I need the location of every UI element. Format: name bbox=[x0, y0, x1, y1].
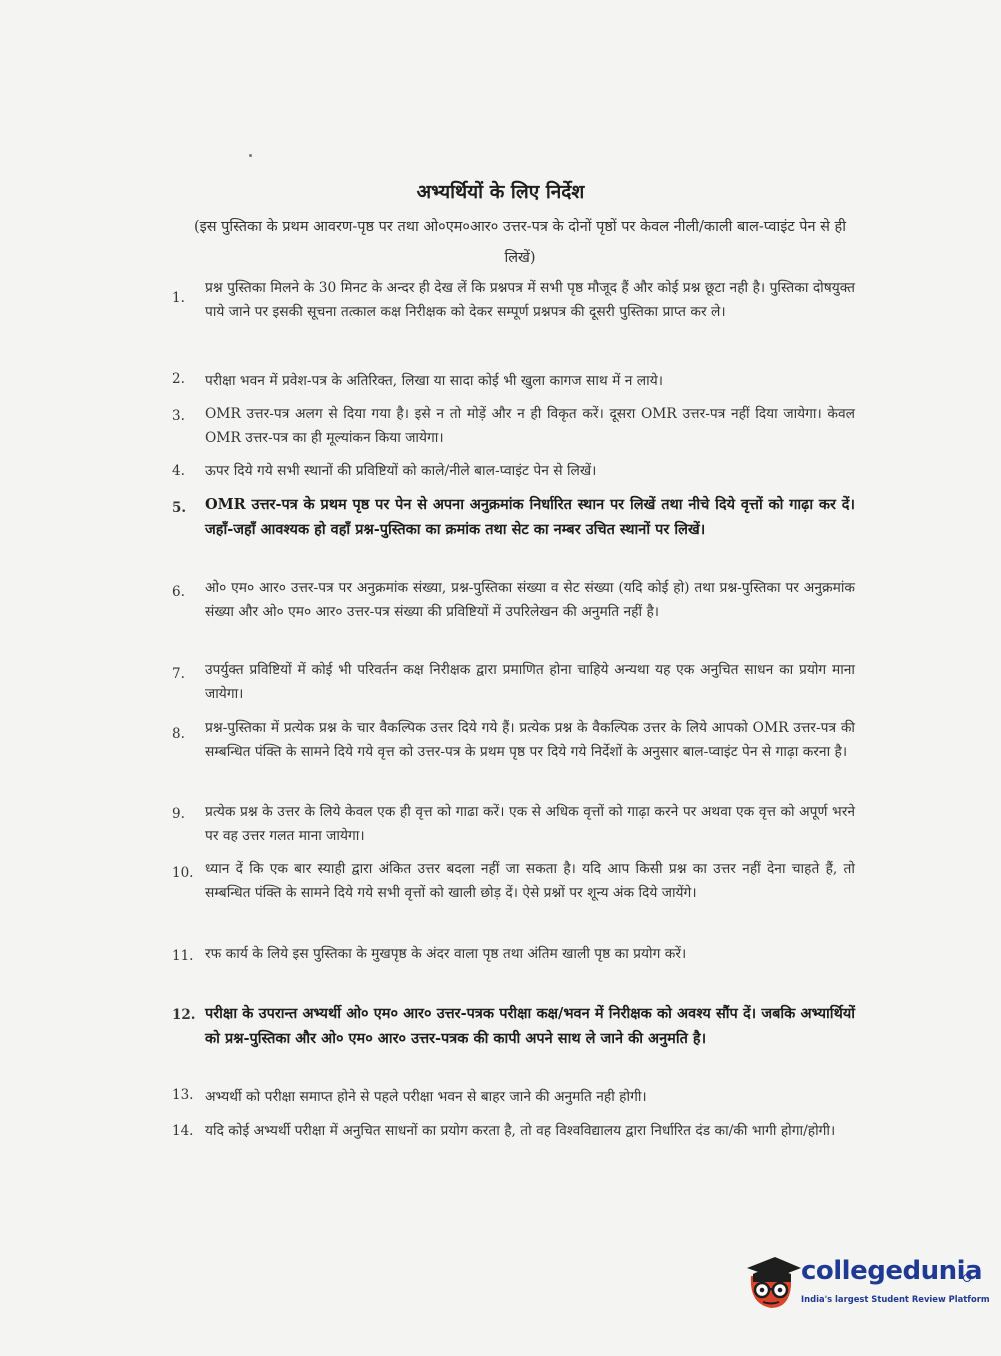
instruction-text: परीक्षा भवन में प्रवेश-पत्र के अतिरिक्त, लिखा या सादा कोई भी खुला कागज साथ में न लाये। bbox=[205, 373, 663, 389]
page-subtitle: (इस पुस्तिका के प्रथम आवरण-पृष्ठ पर तथा ओ०एम०आर० उत्तर-पत्र के दोनों पृष्ठों पर केवल नीली/काली बाल-प्वाइंट पेन से ही लिखें) bbox=[193, 219, 847, 266]
student-mascot-icon bbox=[741, 1252, 803, 1314]
brand-name: collegedunia bbox=[801, 1256, 983, 1286]
instruction-text: OMR उत्तर-पत्र अलग से दिया गया है। इसे न तो मोड़ें और न ही विकृत करें। दूसरा OMR उत्तर-पत्र नहीं दिया जायेगा। केवल OMR उत्तर-पत्र का ही मूल्यांकन किया जायेगा। bbox=[205, 406, 855, 446]
instruction-number: 8. bbox=[172, 726, 185, 742]
instruction-text: ऊपर दिये गये सभी स्थानों की प्रविष्टियों को काले/नीले बाल-प्वाइंट पेन से लिखें। bbox=[205, 463, 597, 479]
instruction-number: 7. bbox=[172, 666, 185, 682]
instruction-text: उपर्युक्त प्रविष्टियों में कोई भी परिवर्तन कक्ष निरीक्षक द्वारा प्रमाणित होना चाहिये अन्यथा यह एक अनुचित साधन का प्रयोग माना जायेगा। bbox=[205, 662, 855, 702]
instruction-number: 6. bbox=[172, 584, 185, 600]
instruction-number: 12. bbox=[172, 1007, 196, 1023]
instruction-number: 13. bbox=[172, 1087, 194, 1103]
page-title: अभ्यर्थियों के लिए निर्देश bbox=[416, 181, 585, 203]
instruction-text: परीक्षा के उपरान्त अभ्यर्थी ओ० एम० आर० उत्तर-पत्रक परीक्षा कक्ष/भवन में निरीक्षक को अवश्य सौंप दें। जबकि अभ्यार्थियों को प्रश्न-पुस्तिका और ओ० एम० आर० उत्तर-पत्रक की कापी अपने साथ ले जाने की अनुमति है। bbox=[205, 1005, 855, 1047]
instruction-number: 1. bbox=[172, 290, 185, 306]
instruction-text: अभ्यर्थी को परीक्षा समाप्त होने से पहले परीक्षा भवन से बाहर जाने की अनुमति नही होगी। bbox=[205, 1089, 647, 1105]
instruction-number: 3. bbox=[172, 408, 185, 424]
collegedunia-logo[interactable] bbox=[741, 1252, 990, 1314]
instruction-text: प्रश्न पुस्तिका मिलने के 30 मिनट के अन्दर ही देख लें कि प्रश्नपत्र में सभी पृष्ठ मौजूद हैं और कोई प्रश्न छूटा नही है। पुस्तिका दोषयुक्त पाये जाने पर इसकी सूचना तत्काल कक्ष निरीक्षक को देकर सम्पूर्ण प्रश्नपत्र की दूसरी पुस्तिका प्राप्त कर ले। bbox=[205, 280, 855, 320]
instruction-text: ओ० एम० आर० उत्तर-पत्र पर अनुक्रमांक संख्या, प्रश्न-पुस्तिका संख्या व सेट संख्या (यदि कोई हो) तथा प्रश्न-पुस्तिका पर अनुक्रमांक संख्या और ओ० एम० आर० उत्तर-पत्र संख्या की प्रविष्टियों में उपरिलेखन की अनुमति नहीं है। bbox=[205, 580, 855, 620]
instruction-number: 11. bbox=[172, 948, 194, 964]
registered-mark-icon bbox=[963, 1274, 971, 1282]
brand-tagline: India's largest Student Review Platform bbox=[801, 1294, 990, 1304]
instruction-number: 4. bbox=[172, 463, 185, 479]
instruction-number: 10. bbox=[172, 865, 194, 881]
instruction-text: ध्यान दें कि एक बार स्याही द्वारा अंकित उत्तर बदला नहीं जा सकता है। यदि आप किसी प्रश्न का उत्तर नहीं देना चाहते हैं, तो सम्बन्धित पंक्ति के सामने दिये गये सभी वृत्तों को खाली छोड़ दें। ऐसे प्रश्नों पर शून्य अंक दिये जायेंगे। bbox=[205, 861, 855, 901]
instruction-number: 5. bbox=[172, 500, 187, 516]
instruction-number: 14. bbox=[172, 1123, 194, 1139]
instruction-text: OMR उत्तर-पत्र के प्रथम पृष्ठ पर पेन से अपना अनुक्रमांक निर्धारित स्थान पर लिखें तथा नीचे दिये वृत्तों को गाढ़ा कर दें। जहाँ-जहाँ आवश्यक हो वहाँ प्रश्न-पुस्तिका का क्रमांक तथा सेट का नम्बर उचित स्थानों पर लिखें। bbox=[205, 496, 855, 538]
instruction-number: 9. bbox=[172, 806, 185, 822]
instruction-text: प्रश्न-पुस्तिका में प्रत्येक प्रश्न के चार वैकल्पिक उत्तर दिये गये हैं। प्रत्येक प्रश्न के वैकल्पिक उत्तर के लिये आपको OMR उत्तर-पत्र की सम्बन्धित पंक्ति के सामने दिये गये वृत्त को उत्तर-पत्र के प्रथम पृष्ठ पर दिये गये निर्देशों के अनुसार बाल-प्वाइंट पेन से गाढ़ा करना है। bbox=[205, 720, 855, 760]
instruction-text: रफ कार्य के लिये इस पुस्तिका के मुखपृष्ठ के अंदर वाला पृष्ठ तथा अंतिम खाली पृष्ठ का प्रयोग करें। bbox=[205, 946, 687, 962]
instruction-text: प्रत्येक प्रश्न के उत्तर के लिये केवल एक ही वृत्त को गाढा करें। एक से अधिक वृत्तों को गाढ़ा करने पर अथवा एक वृत्त को अपूर्ण भरने पर वह उत्तर गलत माना जायेगा। bbox=[205, 804, 855, 844]
instruction-number: 2. bbox=[172, 371, 185, 387]
instruction-text: यदि कोई अभ्यर्थी परीक्षा में अनुचित साधनों का प्रयोग करता है, तो वह विश्वविद्यालय द्वारा निर्धारित दंड का/की भागी होगा/होगी। bbox=[205, 1123, 836, 1139]
